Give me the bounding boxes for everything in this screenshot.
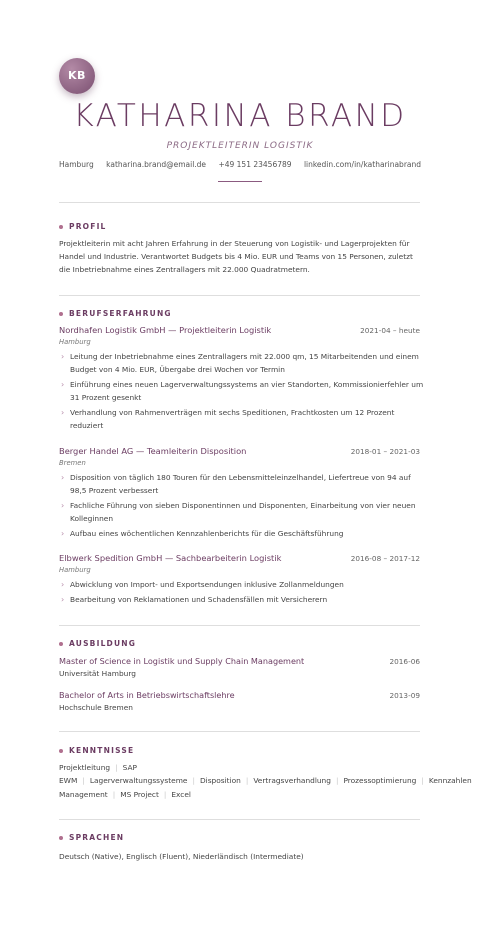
job-date: 2021-04 – heute [360,326,420,335]
job-title: Elbwerk Spedition GmbH — Sachbearbeiterin Logistik [59,553,282,563]
section-heading-education [59,639,136,648]
list-item: › Verhandlung von Rahmenverträgen mit sechs Speditionen, Frachtkosten um 12 Prozent reduziert [59,406,424,432]
section-dot-icon [59,642,63,646]
job-location: Hamburg [59,566,91,574]
section-heading-label: AUSBILDUNG [69,639,137,648]
skills-line [59,790,191,799]
separator: | [115,763,118,772]
divider [59,819,420,820]
languages-text: Deutsch (Native), Englisch (Fluent), Niederländisch (Intermediate) [59,852,304,861]
job-bullets [59,471,424,542]
skills-line [59,776,472,785]
skill-item: EWM [59,776,78,785]
separator: | [163,790,167,799]
education-degree: Master of Science in Logistik und Supply Chain Management [59,656,305,666]
list-item: › Abwicklung von Import- und Exportsendungen inklusive Zollanmeldungen [59,578,424,591]
education-date: 2013-09 [389,691,420,700]
section-heading-languages [59,833,124,842]
skill-item: Kennzahlen [428,776,472,785]
skill-item: Prozessoptimierung [343,776,417,785]
job-date: 2016-08 – 2017-12 [350,554,420,563]
list-item: › Disposition von täglich 180 Touren für den Lebensmitteleinzelhandel, Liefertreue von 94 auf 98,5 Prozent verbessert [59,471,424,497]
skill-item: Disposition [199,776,241,785]
separator: | [245,776,249,785]
section-dot-icon [59,312,63,316]
skill-item: MS Project [120,790,159,799]
contact-line [0,160,480,169]
divider [59,625,420,626]
list-item: › Fachliche Führung von sieben Disponentinnen und Disponenten, Einarbeitung von vier neuen Kolleginnen [59,499,424,525]
skill-item: Projektleitung [59,763,111,772]
list-item: › Bearbeitung von Reklamationen und Schadensfällen mit Versicherern [59,593,424,606]
list-item: › Einführung eines neuen Lagerverwaltungssystems an vier Standorten, Kommissionierfehler um 31 Prozent gesenkt [59,378,424,404]
section-dot-icon [59,836,63,840]
section-heading-label: KENNTNISSE [69,746,135,755]
contact-city: Hamburg [58,160,94,169]
job-date: 2018-01 – 2021-03 [350,447,420,456]
separator: | [82,776,85,785]
avatar: KB [59,58,95,94]
list-item: › Aufbau eines wöchentlichen Kennzahlenberichts für die Geschäftsführung [59,527,424,540]
skill-item: Vertragsverhandlung [253,776,331,785]
contact-phone[interactable]: +49 151 23456789 [218,160,292,169]
section-dot-icon [59,749,63,753]
job-location: Bremen [59,459,86,467]
skill-item: Lagerverwaltungssysteme [89,776,188,785]
education-school: Universität Hamburg [59,669,136,678]
contact-email[interactable]: katharina.brand@email.de [106,160,207,169]
section-heading-profile [59,222,107,231]
skills-line [59,763,137,772]
job-location: Hamburg [59,338,91,346]
separator: | [421,776,424,785]
separator: | [335,776,339,785]
contact-linkedin[interactable]: linkedin.com/in/katharinabrand [303,160,422,169]
section-heading-label: PROFIL [69,222,107,231]
section-heading-skills [59,746,134,755]
section-heading-experience [59,309,172,318]
skill-item: Excel [171,790,191,799]
skill-item: SAP [122,763,137,772]
education-degree: Bachelor of Arts in Betriebswirtschaftslehre [59,690,235,700]
divider [59,731,420,732]
section-heading-label: BERUFSERFAHRUNG [69,309,172,318]
section-dot-icon [59,225,63,229]
skill-item: Management [59,790,108,799]
job-title: Berger Handel AG — Teamleiterin Disposition [59,446,247,456]
separator: | [192,776,195,785]
job-bullets [59,578,424,608]
education-date: 2016-06 [389,657,420,666]
profile-summary: Projektleiterin mit acht Jahren Erfahrung in der Steuerung von Logistik- und Lagerprojekten für Handel und Industrie. Verantwortet Budgets bis 4 Mio. EUR und Teams von 15 Personen, zuletzt die Inbetriebnahme eines Zentrallagers mit 22.000 Quadratmetern. [59,239,413,274]
separator: | [112,790,116,799]
divider [59,295,420,296]
candidate-role: PROJEKTLEITERIN LOGISTIK [166,141,314,151]
education-school: Hochschule Bremen [59,703,133,712]
divider [59,202,420,203]
candidate-name: KATHARINA BRAND [73,98,407,134]
header-accent-line [218,181,262,182]
job-title: Nordhafen Logistik GmbH — Projektleiterin Logistik [59,325,272,335]
job-bullets [59,350,424,434]
section-heading-label: SPRACHEN [69,833,125,842]
list-item: › Leitung der Inbetriebnahme eines Zentrallagers mit 22.000 qm, 15 Mitarbeitenden und einem Budget von 4 Mio. EUR, Übergabe drei Wochen vor Termin [59,350,424,376]
